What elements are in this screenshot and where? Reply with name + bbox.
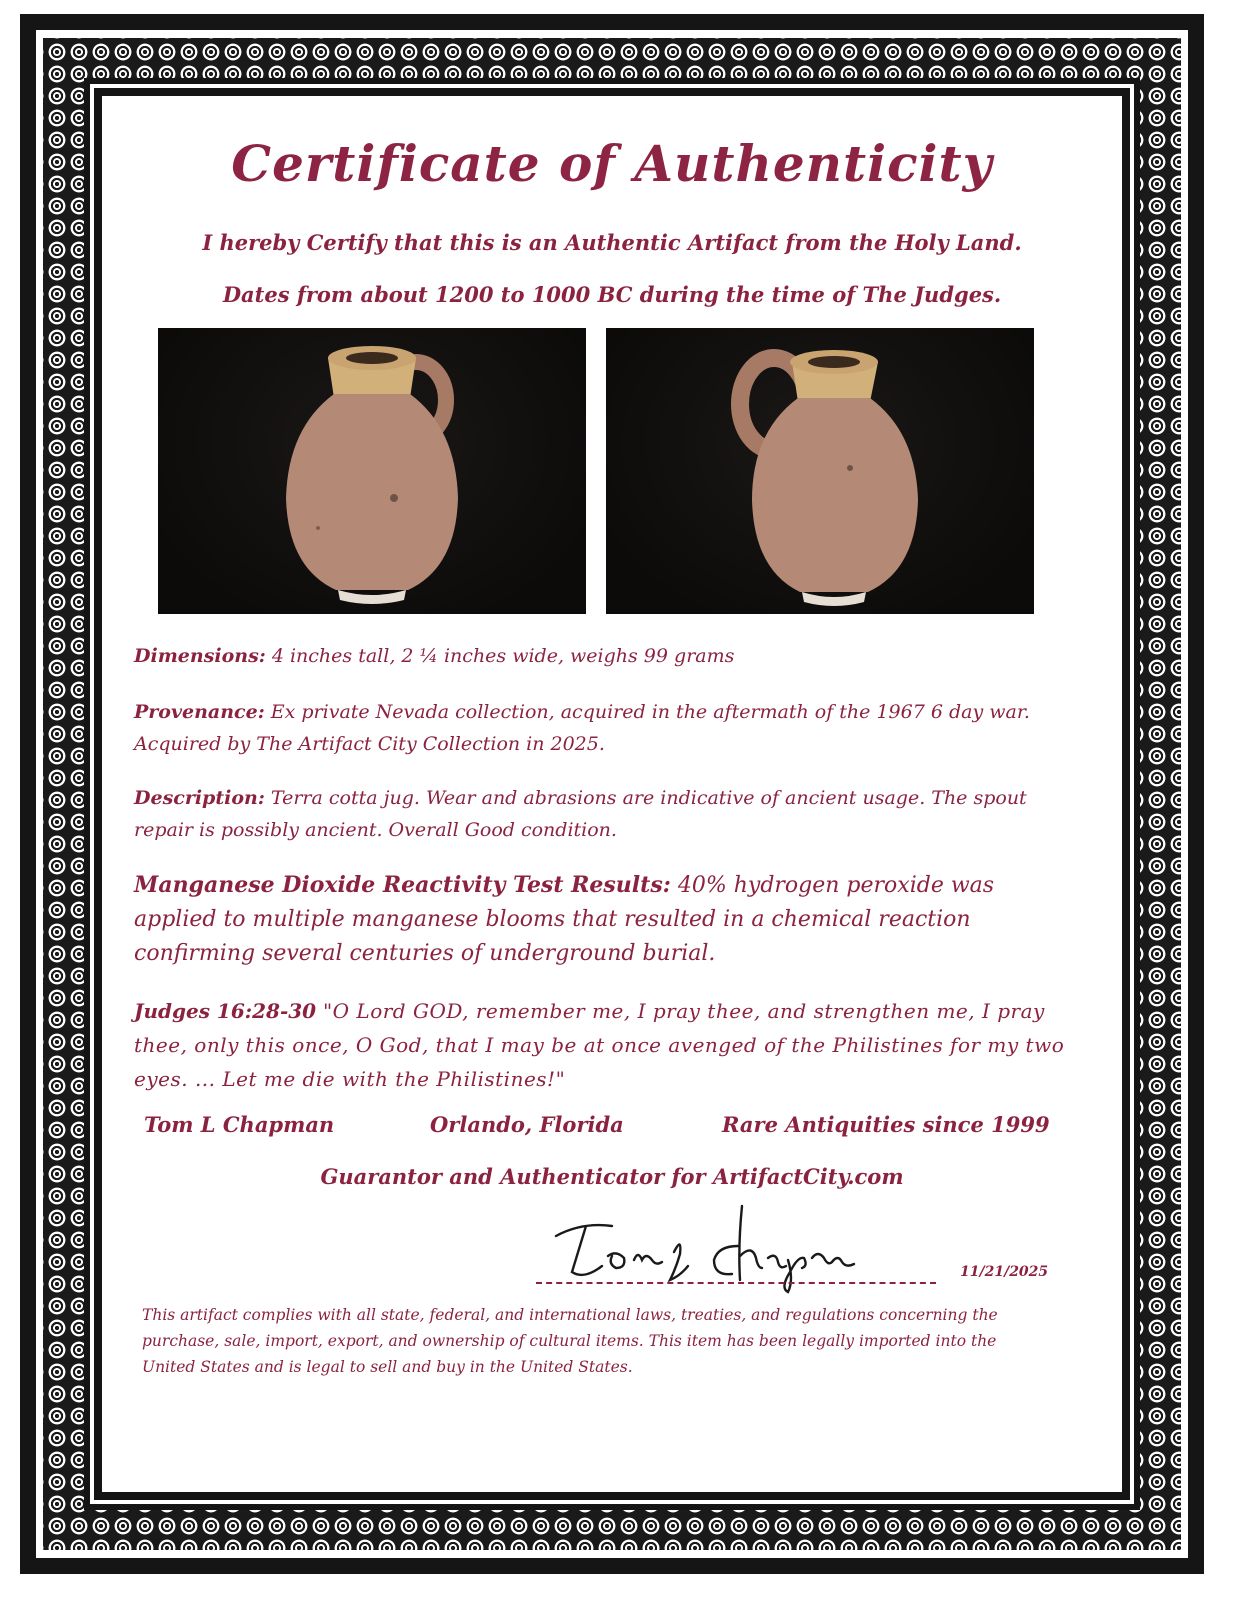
legal-compliance-text: This artifact complies with all state, federal, and international laws, treaties, and regulations concerning the purchase, sale, import, export, and ownership of cultural items. This item has been legally imported into the United States and is legal to sell and buy in the United States. [142, 1306, 998, 1376]
description-text: Terra cotta jug. Wear and abrasions are indicative of ancient usage. The spout repair is possibly ancient. Overall Good condition. [134, 787, 1027, 841]
signature-date: 11/21/2025 [960, 1264, 1049, 1280]
artifact-photo-back [606, 328, 1034, 614]
manganese-label: Manganese Dioxide Reactivity Test Results: [134, 872, 671, 898]
description-label: Description: [134, 787, 265, 809]
signatory-row [102, 1112, 1122, 1146]
date-statement: Dates from about 1200 to 1000 BC during the time of The Judges. [222, 282, 1002, 307]
certificate-body [102, 96, 1122, 1492]
certificate-title: Certificate of Authenticity [231, 134, 993, 193]
judges-label: Judges 16:28-30 [134, 999, 317, 1023]
signature-line [536, 1282, 936, 1284]
dimensions-text: 4 inches tall, 2 ¼ inches wide, weighs 99 grams [265, 645, 735, 667]
guarantor-line: Guarantor and Authenticator for ArtifactCity.com [320, 1164, 904, 1189]
judges-quote-text: "O Lord GOD, remember me, I pray thee, and strengthen me, I pray thee, only this once, O God, that I may be at once avenged of the Philistines for my two eyes. ... Let me die with the Philistines!" [134, 999, 1065, 1091]
dimensions-label: Dimensions: [134, 645, 266, 667]
manganese-text: 40% hydrogen peroxide was applied to multiple manganese blooms that resulted in a chemical reaction confirming several centuries of underground burial. [134, 873, 995, 966]
certify-statement: I hereby Certify that this is an Authentic Artifact from the Holy Land. [202, 230, 1022, 255]
signatory-tagline: Rare Antiquities since 1999 [722, 1112, 1050, 1137]
manganese-paragraph [134, 868, 1074, 971]
provenance-text: Ex private Nevada collection, acquired in the aftermath of the 1967 6 day war. Acquired by The Artifact City Collection in 2025. [134, 701, 1030, 755]
provenance-paragraph [134, 696, 1054, 760]
artifact-photo-front [158, 328, 586, 614]
jug-image-back [606, 328, 1034, 614]
signatory-name: Tom L Chapman [144, 1112, 335, 1137]
provenance-label: Provenance: [134, 701, 265, 723]
dimensions-paragraph [134, 640, 1054, 672]
description-paragraph [134, 782, 1054, 846]
signatory-location: Orlando, Florida [430, 1112, 624, 1137]
judges-quote-paragraph [134, 994, 1084, 1096]
handwritten-signature [542, 1196, 872, 1296]
jug-image-front [158, 328, 586, 614]
